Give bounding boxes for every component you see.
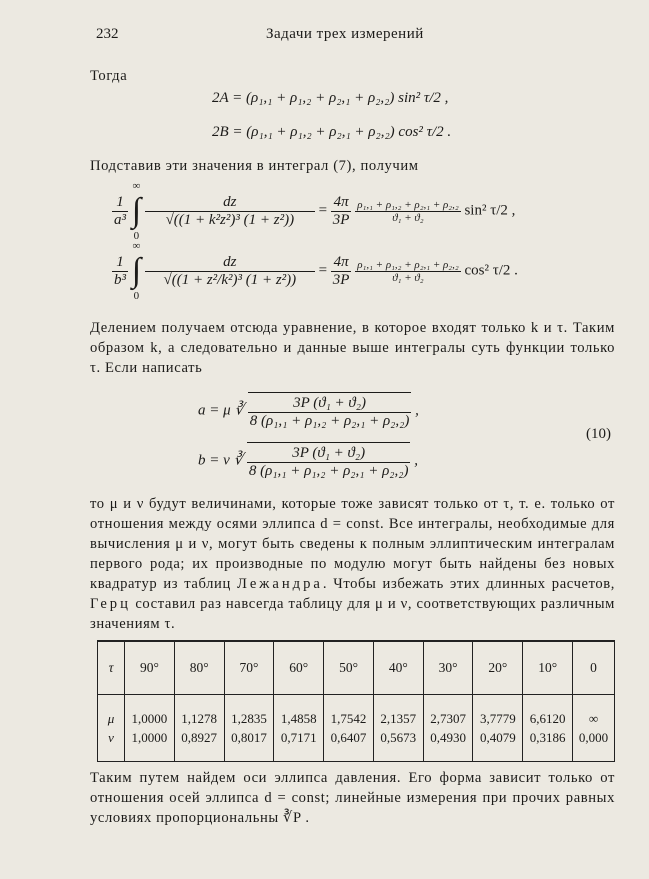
nu-label: ν	[98, 728, 125, 762]
integrand-b: $\frac{dz}{\text{√((1 + z²/k²)³ (1 + z²))}}$	[145, 254, 315, 289]
header-cell: 50°	[324, 641, 374, 695]
paragraph-mu-nu: то μ и ν будут величинами, которые тоже зависят только от τ, т. е. только от отношения между осями эллипса d = const. Все интегралы, необходимые для вычисления μ и ν, могут быть сведены к полным эллиптическим интегралам первого рода; их производные по модулю могут быть найдены без новых квадратур из таблиц Лежандра. Чтобы избежать этих длинных расчетов, Герц составил раз навсегда таблицу для μ и ν, соответствующих различным значениям τ.	[90, 496, 616, 632]
mu-cell: 2,7307	[423, 695, 473, 729]
header-cell: 70°	[224, 641, 274, 695]
header-cell: 0	[573, 641, 615, 695]
nu-cell: 0,8927	[174, 728, 224, 762]
table-header-row	[98, 641, 615, 695]
mu-nu-table	[97, 640, 615, 762]
header-cell: 10°	[523, 641, 573, 695]
nu-cell: 0,8017	[224, 728, 274, 762]
nu-cell: 0,000	[573, 728, 615, 762]
nu-cell: 0,3186	[523, 728, 573, 762]
mu-cell: ∞	[573, 695, 615, 729]
mu-cell: 1,0000	[125, 695, 175, 729]
paragraph-then: Тогда	[90, 68, 128, 84]
header-cell: 80°	[174, 641, 224, 695]
equation-number: (10)	[586, 426, 611, 442]
nu-cell: 0,4930	[423, 728, 473, 762]
table-row-nu	[98, 728, 615, 762]
page-header	[96, 26, 589, 46]
rhs-coef-b: $\frac{4\pi}{3P}$	[332, 253, 350, 288]
nu-cell: 0,5673	[373, 728, 423, 762]
mu-cell: 6,6120	[523, 695, 573, 729]
equation-b-nu: b = ν ∛ $\frac{\text{3P (ϑ₁ + ϑ₂)}}{\text{8 (ρ₁,₁ + ρ₁,₂ + ρ₂,₁ + ρ₂,₂)}}$ ,	[198, 442, 418, 480]
rhs-coef-a: $\frac{4\pi}{3P}$	[332, 193, 350, 228]
nu-cell: 1,0000	[125, 728, 175, 762]
page-number: 232	[96, 26, 119, 42]
header-cell: 20°	[473, 641, 523, 695]
mu-label: μ	[98, 695, 125, 729]
equation-a-mu: a = μ ∛ $\frac{\text{3P (ϑ₁ + ϑ₂)}}{\text{8 (ρ₁,₁ + ρ₁,₂ + ρ₂,₁ + ρ₂,₂)}}$ ,	[198, 392, 419, 430]
running-title: Задачи трех измерений	[266, 26, 424, 42]
header-cell: 60°	[274, 641, 324, 695]
integrand-a: $\frac{dz}{\text{√((1 + k²z²)³ (1 + z²))}}$	[145, 194, 315, 229]
mu-cell: 1,1278	[174, 695, 224, 729]
integral-sign-a: ∞ ∫ 0	[131, 180, 142, 242]
integral-equation-a: $\frac{1}{\text{a³}}$ ∞ ∫ 0 $\frac{dz}{\text{√((1 + k²z²)³ (1 + z²))}}$ = $\frac{4\pi}{3P}$ $\frac{\text{ρ₁,₁ + ρ₁,₂ + ρ₂,₁ + ρ₂,₂}}{\text{ϑ₁ + ϑ₂}}$ sin² τ/2 ,	[114, 180, 516, 242]
paragraph-division: Делением получаем отсюда уравнение, в которое входят только k и τ. Таким образом k, а следовательно и данные выше интегралы суть функции только τ. Если написать	[90, 320, 615, 376]
paragraph-conclusion: Таким путем найдем оси эллипса давления. Его форма зависит только от отношения осей эллипса d = const; линейные измерения при прочих равных условиях пропорциональны ∛P .	[90, 770, 615, 826]
mu-cell: 1,4858	[274, 695, 324, 729]
mu-cell: 1,7542	[324, 695, 374, 729]
mu-cell: 1,2835	[224, 695, 274, 729]
equation-2A: 2A = (ρ₁,₁ + ρ₁,₂ + ρ₂,₁ + ρ₂,₂) sin² τ/2 ,	[212, 90, 449, 106]
coef-a: $\frac{1}{\text{a³}}$	[114, 193, 126, 228]
rhs-frac-b: $\frac{\text{ρ₁,₁ + ρ₁,₂ + ρ₂,₁ + ρ₂,₂}}{\text{ϑ₁ + ϑ₂}}$	[357, 258, 459, 284]
table-row-mu	[98, 695, 615, 729]
nu-cell: 0,6407	[324, 728, 374, 762]
rhs-frac-a: $\frac{\text{ρ₁,₁ + ρ₁,₂ + ρ₂,₁ + ρ₂,₂}}{\text{ϑ₁ + ϑ₂}}$	[357, 198, 459, 224]
header-cell: 40°	[373, 641, 423, 695]
header-cell: 90°	[125, 641, 175, 695]
equation-2B: 2B = (ρ₁,₁ + ρ₁,₂ + ρ₂,₁ + ρ₂,₂) cos² τ/2 .	[212, 124, 452, 140]
coef-b: $\frac{1}{\text{b³}}$	[114, 253, 126, 288]
tau-label: τ	[98, 641, 125, 695]
header-cell: 30°	[423, 641, 473, 695]
integral-sign-b: ∞ ∫ 0	[131, 240, 142, 302]
nu-cell: 0,7171	[274, 728, 324, 762]
integral-equation-b: $\frac{1}{\text{b³}}$ ∞ ∫ 0 $\frac{dz}{\text{√((1 + z²/k²)³ (1 + z²))}}$ = $\frac{4\pi}{3P}$ $\frac{\text{ρ₁,₁ + ρ₁,₂ + ρ₂,₁ + ρ₂,₂}}{\text{ϑ₁ + ϑ₂}}$ cos² τ/2 .	[114, 240, 518, 302]
nu-cell: 0,4079	[473, 728, 523, 762]
paragraph-substitute: Подставив эти значения в интеграл (7), получим	[90, 158, 419, 174]
mu-cell: 2,1357	[373, 695, 423, 729]
name-legendre: Лежандра	[237, 576, 323, 592]
mu-cell: 3,7779	[473, 695, 523, 729]
name-hertz: Герц	[90, 596, 131, 612]
